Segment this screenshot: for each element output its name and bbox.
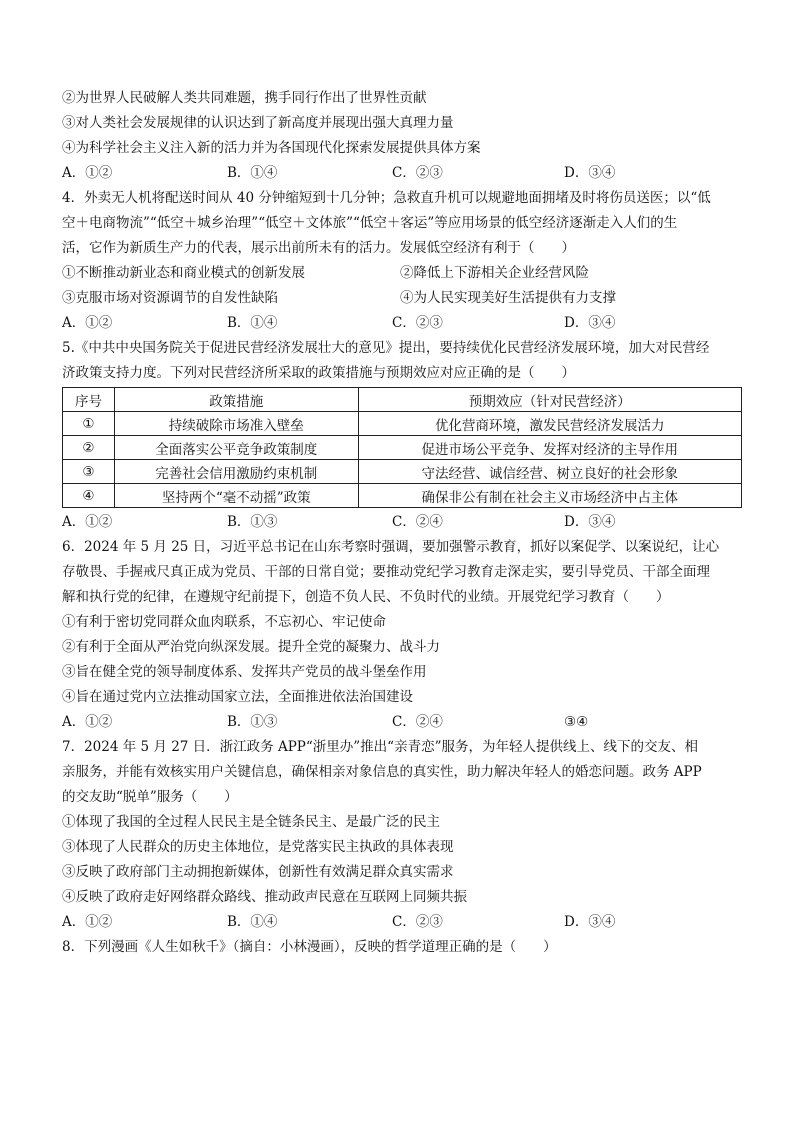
q6-option-a[interactable]: A．①② [62,714,113,730]
q3-item-4: ④为科学社会主义注入新的活力并为各国现代化探索发展提供具体方案 [62,140,481,156]
q4-option-a[interactable]: A．①② [62,315,113,331]
table-header-effect: 预期效应（针对民营经济） [358,388,741,412]
table-row [63,484,742,508]
q4-option-b[interactable]: B．①④ [227,315,278,331]
q4-item-1: ①不断推动新业态和商业模式的创新发展 [62,265,305,281]
table-cell: 持续破除市场准入壁垒 [114,412,358,436]
q6-item-1: ①有利于密切党同群众血肉联系，不忘初心、牢记使命 [62,614,386,630]
q4-item-3: ③克服市场对资源调节的自发性缺陷 [62,290,278,306]
q6-option-c[interactable]: C．②④ [392,714,443,730]
table-cell: ② [63,436,115,460]
q4-option-c[interactable]: C．②③ [392,315,443,331]
table-cell: 完善社会信用激励约束机制 [114,460,358,484]
q6-option-d[interactable]: ③④ [564,714,589,730]
table-row [63,412,742,436]
q4-items-row-2 [62,286,742,311]
table-header-index: 序号 [63,388,115,412]
q3-option-d[interactable]: D．③④ [564,165,616,181]
q5-policy-table [62,387,742,508]
q6-stem-line-2: 存敬畏、手握戒尺真正成为党员、干部的日常自觉；要推动党纪学习教育走深走实，要引导党员、干部全面理 [62,564,710,580]
q5-option-d[interactable]: D．③④ [564,514,616,530]
table-cell: 促进市场公平竞争、发挥对经济的主导作用 [358,436,741,460]
q4-options [62,311,742,336]
q3-item-3: ③对人类社会发展规律的认识达到了新高度并展现出强大真理力量 [62,115,454,131]
table-row [63,436,742,460]
q7-options [62,910,742,935]
q5-option-a[interactable]: A．①② [62,514,113,530]
q6-stem-line-1: 6．2024 年 5 月 25 日，习近平总书记在山东考察时强调，要加强警示教育，抓好以案促学、以案说纪，让心 [62,539,720,555]
q6-stem-line-3: 解和执行党的纪律，在遵规守纪前提下，创造不负人民、不负时代的业绩。开展党纪学习教育（ ） [62,589,670,605]
q4-item-2: ②降低上下游相关企业经营风险 [400,265,589,281]
q6-item-3: ③旨在健全党的领导制度体系、发挥共产党员的战斗堡垒作用 [62,664,427,680]
q5-stem-line-2: 济政策支持力度。下列对民营经济所采取的政策措施与预期效应对应正确的是（ ） [62,365,575,381]
q5-options [62,510,742,535]
q3-option-a[interactable]: A．①② [62,165,113,181]
q5-option-b[interactable]: B．①③ [227,514,278,530]
table-cell: 坚持两个“毫不动摇”政策 [114,484,358,508]
q4-option-d[interactable]: D．③④ [564,315,616,331]
exam-page [62,86,742,960]
q5-option-c[interactable]: C．②④ [392,514,443,530]
q6-item-2: ②有利于全面从严治党向纵深发展。提升全党的凝聚力、战斗力 [62,639,440,655]
q3-item-2: ②为世界人民破解人类共同难题，携手同行作出了世界性贡献 [62,90,427,106]
q6-option-b[interactable]: B．①③ [227,714,278,730]
q7-stem-line-3: 的交友助“脱单”服务（ ） [62,789,238,805]
q4-stem-line-3: 活，它作为新质生产力的代表，展示出前所未有的活力。发展低空经济有利于（ ） [62,240,575,256]
table-cell: 守法经营、诚信经营、树立良好的社会形象 [358,460,741,484]
table-cell: 确保非公有制在社会主义市场经济中占主体 [358,484,741,508]
table-cell: 优化营商环境，激发民营经济发展活力 [358,412,741,436]
q6-options [62,710,742,735]
q7-item-1: ①体现了我国的全过程人民民主是全链条民主、是最广泛的民主 [62,814,440,830]
q7-option-a[interactable]: A．①② [62,914,113,930]
q7-stem-line-2: 亲服务，并能有效核实用户关键信息，确保相亲对象信息的真实性，助力解决年轻人的婚恋问题。政务 APP [62,764,702,780]
q4-stem-line-1: 4．外卖无人机将配送时间从 40 分钟缩短到十几分钟；急救直升机可以规避地面拥堵及时将伤员送医；以“低 [62,190,711,206]
q4-item-4: ④为人民实现美好生活提供有力支撑 [400,290,616,306]
q7-item-2: ③体现了人民群众的历史主体地位，是党落实民主执政的具体表现 [62,839,454,855]
q7-item-3: ③反映了政府部门主动拥抱新媒体，创新性有效满足群众真实需求 [62,864,454,880]
q3-option-b[interactable]: B．①④ [227,165,278,181]
table-cell: ③ [63,460,115,484]
table-cell: 全面落实公平竞争政策制度 [114,436,358,460]
q7-option-c[interactable]: C．②③ [392,914,443,930]
q3-option-c[interactable]: C．②③ [392,165,443,181]
q3-options [62,161,742,186]
q7-option-d[interactable]: D．③④ [564,914,616,930]
q4-stem-line-2: 空＋电商物流”“低空＋城乡治理”“低空＋文体旅”“低空＋客运”等应用场景的低空经济逐渐走入人们的生 [62,215,678,231]
table-cell: ① [63,412,115,436]
q5-stem-line-1: 5.《中共中央国务院关于促进民营经济发展壮大的意见》提出，要持续优化民营经济发展环境，加大对民营经 [62,340,710,356]
q6-item-4: ④旨在通过党内立法推动国家立法，全面推进依法治国建设 [62,689,413,705]
q8-stem: 8．下列漫画《人生如秋千》（摘自：小林漫画），反映的哲学道理正确的是（ ） [62,939,557,955]
table-header-row [63,388,742,412]
q4-items-row-1 [62,261,742,286]
q7-item-4: ④反映了政府走好网络群众路线、推动政声民意在互联网上同频共振 [62,889,467,905]
q7-stem-line-1: 7．2024 年 5 月 27 日．浙江政务 APP“浙里办”推出“亲青恋”服务，为年轻人提供线上、线下的交友、相 [62,739,698,755]
q7-option-b[interactable]: B．①④ [227,914,278,930]
table-row [63,460,742,484]
table-cell: ④ [63,484,115,508]
table-header-measure: 政策措施 [114,388,358,412]
